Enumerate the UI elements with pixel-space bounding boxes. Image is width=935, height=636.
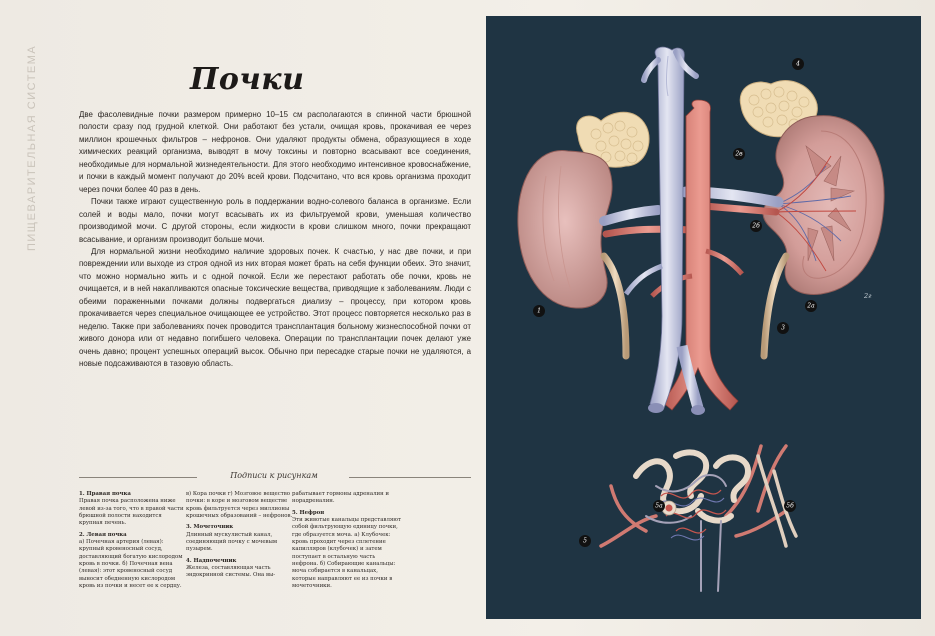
caption-text: Эти животые канальцы представляют собой фильтрующую единицу почки, где образуется моча. а) Клубочек: кровь проходит через сплетение капилляров (клубочек) и затем поступает в остальную часть нефрона. б) Собирающие канальцы: моча собирается в канальцах, которые направляют ее из почки в мочеточники. [292,517,401,590]
captions-title: Подписи к рисункам [230,471,318,480]
caption-heading: 3. Мочеточник [186,524,234,531]
kidney-illustration-plate [486,16,921,619]
label-marker-1 [533,305,545,317]
kidney-anatomy-illustration [486,16,921,619]
label-marker-2a [805,300,817,312]
caption-heading: 2. Левая почка [79,531,127,538]
caption-heading: 1. Правая почка [79,491,131,497]
caption-text: Железа, составляющая часть эндокринной системы. Она вы- [186,565,276,579]
label-marker-5a [653,500,665,512]
right-ureter [604,256,626,356]
svg-text:2a: 2a [807,302,815,310]
caption-text: Длинный мускулистый канал, соединяющий почку с мочевым пузырем. [186,531,278,553]
label-marker-2g [863,292,872,300]
svg-text:5б: 5б [786,502,794,510]
svg-text:2г: 2г [864,292,872,300]
caption-text: в) Кора почки г) Мозговое вещество почки: в коре и мозговом веществе кровь фильтруется через миллионы крошечных образований – нефронов. [186,491,293,520]
label-marker-2b [750,220,762,232]
paragraph: Для нормальной жизни необходимо наличие здоровых почек. К счастью, у нас две почки, и при повреждении или выходе из строя одной из них вторая может брать на себя функции обеих. Это значит, что можно нормально жить и с одной почкой. Если же перестают работать обе почки, кровь не очищается, и в ней накапливаются опасные токсические вещества, приводящие к заболеваниям. Люди с обеими пораженными почками должны подвергаться диализу – процессу, при котором кровь прокачивается через специальное очищающее ее устройство. Этот процесс повторяется несколько раз в неделю. Также при заболеваниях почек проводится трансплантация больному жизнеспособной почки от живого донора или от недавно погибшего человека. Операции по трансплантации почек делают уже очень давно; процент успешных операций высок. Обычно при пересадке старые почки не удаляются, а новые подсаживаются в тазовую область. [79,246,471,369]
paragraph: Почки также играют существенную роль в поддержании водно-солевого баланса в организме. Если солей и воды мало, почки могут всасывать их из фильтруемой крови, уменьшая количество производимой мочи. С другой стороны, если жидкости в крови слишком много, почки прекращают всасывание, и организм производит больше мочи. [79,197,471,244]
caption-column-1 [79,491,187,590]
section-side-label: ПИЩЕВАРИТЕЛЬНАЯ СИСТЕМА [26,45,38,252]
label-marker-3 [777,322,789,334]
svg-text:1: 1 [537,307,541,315]
right-kidney [518,151,612,309]
main-text [79,109,471,371]
caption-text: рабатывает гормоны адреналин и норадреналин. [292,491,389,505]
svg-text:5а: 5а [655,502,663,510]
label-marker-4 [792,58,804,70]
caption-heading: 5. Нефрон [292,509,325,516]
svg-text:4: 4 [796,60,800,68]
caption-column-3 [292,491,402,590]
label-marker-5 [579,535,591,547]
caption-text: Правая почка расположена ниже левой из-за того, что в правой части брюшной полости находится крупная печень. [79,498,184,527]
left-ureter [764,256,786,356]
divider [349,477,471,478]
captions-heading [79,471,471,483]
svg-text:5: 5 [583,537,587,545]
label-marker-2v [733,148,745,160]
divider [79,477,197,478]
nephron-illustration [601,446,796,591]
svg-text:3: 3 [781,324,785,332]
svg-text:2б: 2б [752,222,760,230]
caption-column-2 [186,491,294,580]
caption-heading: 4. Надпочечник [186,557,237,564]
label-marker-5b [784,500,796,512]
paragraph: Две фасолевидные почки размером примерно 10–15 см располагаются в спинной части брюшной полости сразу под грудной клеткой. Они работают без устали, очищая кровь, прокачивая ее через миллион крошечных фильтров – нефронов. Они удаляют продукты обмена, образующиеся в ходе химических реакций организма, выводят в мочу токсины и повторно всасывают все соединения, необходимые для нормальной жизнедеятельности. Для этого необходимо интенсивное кровоснабжение, и почки в каждый момент получают до 20% всей крови. Подсчитано, что вся кровь организма проходит через почки более 40 раз в день. [79,110,471,194]
page-title: Почки [190,62,305,97]
caption-text: a) Почечная артерия (левая): крупный кровеносный сосуд, доставляющий богатую кислородом кровь в почки. б) Почечная вена (левая): этот кровеносный сосуд выносит обедненную кислородом кровь из почки и несет ее к сердцу. [79,539,183,590]
svg-text:2в: 2в [735,150,743,158]
